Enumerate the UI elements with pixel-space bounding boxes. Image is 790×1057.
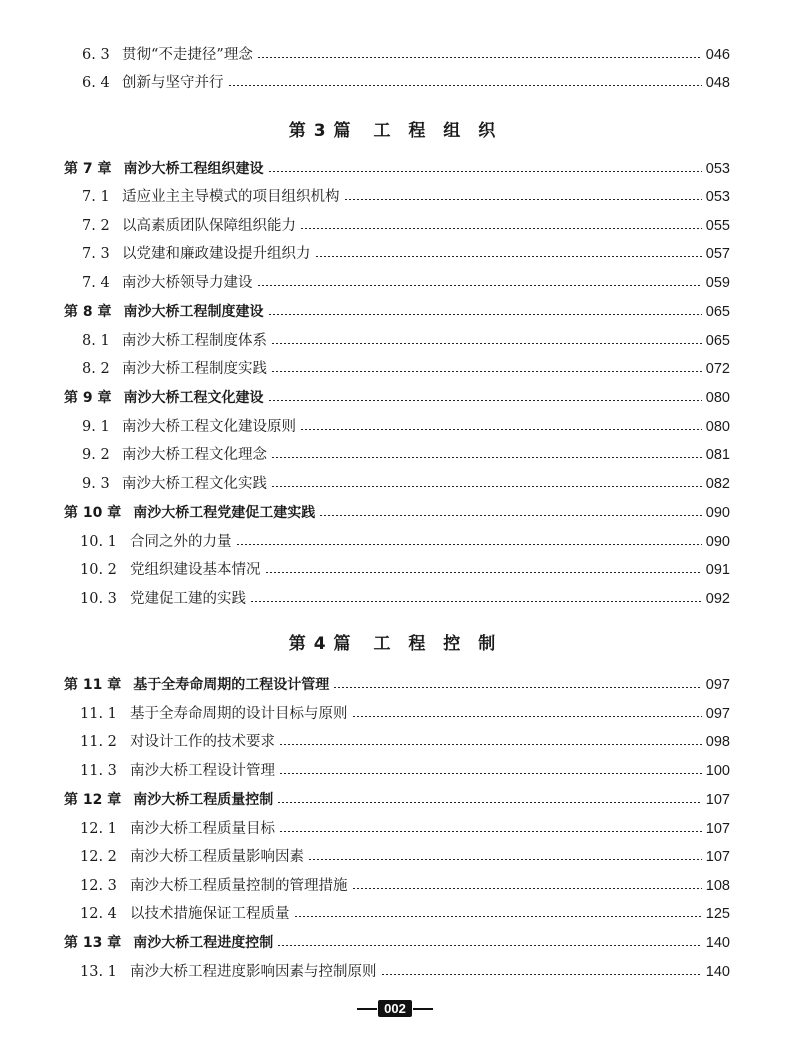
part-title: 工 程 组 织	[373, 121, 502, 141]
dot-leader	[279, 773, 702, 774]
section-number: 13. 1	[80, 964, 117, 980]
section-title: 党建促工建的实践	[130, 591, 246, 607]
toc-section-entry[interactable]	[0, 72, 790, 94]
page-reference: 125	[705, 906, 730, 922]
dot-leader	[279, 744, 702, 745]
toc-section-entry[interactable]	[0, 559, 790, 581]
section-title: 南沙大桥工程质量影响因素	[130, 849, 304, 865]
page-reference: 055	[705, 218, 730, 234]
chapter-title: 基于全寿命周期的工程设计管理	[133, 677, 330, 693]
toc-section-entry[interactable]	[0, 875, 790, 897]
dot-leader	[277, 945, 702, 946]
page-reference: 046	[705, 47, 730, 63]
toc-section-entry[interactable]	[0, 760, 790, 782]
toc-section-entry[interactable]	[0, 531, 790, 553]
section-title: 基于全寿命周期的设计目标与原则	[130, 706, 348, 722]
section-title: 南沙大桥工程质量目标	[130, 821, 275, 837]
toc-section-entry[interactable]	[0, 444, 790, 466]
page-number: 002	[378, 1000, 412, 1017]
footer-left-rule	[357, 1008, 377, 1010]
part-heading	[0, 629, 790, 654]
toc-section-entry[interactable]	[0, 358, 790, 380]
section-title: 以党建和廉政建设提升组织力	[122, 246, 311, 262]
section-number: 7. 3	[82, 246, 110, 262]
toc-chapter-entry[interactable]	[0, 502, 790, 524]
section-title: 南沙大桥工程质量控制的管理措施	[130, 878, 348, 894]
dot-leader	[228, 85, 702, 86]
dot-leader	[277, 802, 702, 803]
page-reference: 053	[705, 161, 730, 177]
page-reference: 107	[705, 849, 730, 865]
page-reference: 065	[705, 304, 730, 320]
page-reference: 082	[705, 476, 730, 492]
dot-leader	[319, 515, 702, 516]
toc-section-entry[interactable]	[0, 818, 790, 840]
page-reference: 048	[705, 75, 730, 91]
dot-leader	[271, 343, 702, 344]
dot-leader	[315, 256, 702, 257]
section-number: 11. 3	[80, 763, 117, 779]
section-title: 南沙大桥工程进度影响因素与控制原则	[130, 964, 377, 980]
chapter-title: 南沙大桥工程党建促工建实践	[133, 505, 316, 521]
section-number: 7. 2	[82, 218, 110, 234]
section-number: 12. 3	[80, 878, 117, 894]
chapter-number: 第 8 章	[64, 304, 112, 320]
toc-section-entry[interactable]	[0, 731, 790, 753]
chapter-title: 南沙大桥工程文化建设	[123, 390, 264, 406]
section-title: 南沙大桥领导力建设	[122, 275, 253, 291]
page-reference: 108	[705, 878, 730, 894]
section-number: 10. 2	[80, 562, 117, 578]
page-reference: 140	[705, 935, 730, 951]
toc-section-entry[interactable]	[0, 186, 790, 208]
toc-section-entry[interactable]	[0, 44, 790, 66]
section-number: 7. 4	[82, 275, 110, 291]
section-title: 南沙大桥工程制度实践	[122, 361, 267, 377]
section-number: 12. 2	[80, 849, 117, 865]
toc-section-entry[interactable]	[0, 846, 790, 868]
page-reference: 090	[705, 505, 730, 521]
page-reference: 081	[705, 447, 730, 463]
section-title: 适应业主主导模式的项目组织机构	[122, 189, 340, 205]
section-title: 南沙大桥工程文化理念	[122, 447, 267, 463]
page-reference: 080	[705, 419, 730, 435]
chapter-title: 南沙大桥工程制度建设	[123, 304, 264, 320]
section-title: 以技术措施保证工程质量	[130, 906, 290, 922]
dot-leader	[250, 601, 702, 602]
chapter-number: 第 12 章	[64, 792, 122, 808]
dot-leader	[268, 314, 702, 315]
dot-leader	[381, 974, 702, 975]
section-number: 6. 3	[82, 47, 110, 63]
section-number: 11. 2	[80, 734, 117, 750]
section-number: 9. 2	[82, 447, 110, 463]
dot-leader	[300, 429, 702, 430]
footer-right-rule	[413, 1008, 433, 1010]
dot-leader	[265, 572, 702, 573]
chapter-title: 南沙大桥工程组织建设	[123, 161, 264, 177]
toc-section-entry[interactable]	[0, 330, 790, 352]
page-reference: 053	[705, 189, 730, 205]
page-reference: 080	[705, 390, 730, 406]
toc-chapter-entry[interactable]	[0, 674, 790, 696]
toc-section-entry[interactable]	[0, 272, 790, 294]
section-number: 12. 1	[80, 821, 117, 837]
section-title: 合同之外的力量	[130, 534, 232, 550]
page-footer	[0, 1000, 790, 1017]
section-number: 8. 1	[82, 333, 110, 349]
page-reference: 098	[705, 734, 730, 750]
toc-section-entry[interactable]	[0, 416, 790, 438]
toc-section-entry[interactable]	[0, 903, 790, 925]
dot-leader	[257, 285, 702, 286]
toc-section-entry[interactable]	[0, 243, 790, 265]
dot-leader	[344, 199, 702, 200]
dot-leader	[352, 888, 702, 889]
section-number: 11. 1	[80, 706, 117, 722]
part-number: 第 4 篇	[288, 634, 352, 654]
section-title: 南沙大桥工程设计管理	[130, 763, 275, 779]
page-reference: 057	[705, 246, 730, 262]
dot-leader	[308, 859, 702, 860]
toc-section-entry[interactable]	[0, 703, 790, 725]
section-number: 8. 2	[82, 361, 110, 377]
section-number: 9. 1	[82, 419, 110, 435]
chapter-number: 第 7 章	[64, 161, 112, 177]
page-reference: 097	[705, 706, 730, 722]
section-number: 10. 3	[80, 591, 117, 607]
section-number: 10. 1	[80, 534, 117, 550]
section-title: 对设计工作的技术要求	[130, 734, 275, 750]
dot-leader	[300, 228, 702, 229]
dot-leader	[268, 171, 702, 172]
chapter-number: 第 10 章	[64, 505, 122, 521]
dot-leader	[268, 400, 702, 401]
section-title: 南沙大桥工程文化实践	[122, 476, 267, 492]
toc-section-entry[interactable]	[0, 215, 790, 237]
chapter-number: 第 9 章	[64, 390, 112, 406]
toc-chapter-entry[interactable]	[0, 158, 790, 180]
section-title: 南沙大桥工程制度体系	[122, 333, 267, 349]
section-number: 9. 3	[82, 476, 110, 492]
dot-leader	[333, 687, 702, 688]
toc-chapter-entry[interactable]	[0, 301, 790, 323]
toc-chapter-entry[interactable]	[0, 932, 790, 954]
page-reference: 072	[705, 361, 730, 377]
dot-leader	[294, 916, 702, 917]
page-reference: 107	[705, 792, 730, 808]
dot-leader	[236, 544, 702, 545]
page-reference: 065	[705, 333, 730, 349]
toc-section-entry[interactable]	[0, 961, 790, 983]
page-reference: 097	[705, 677, 730, 693]
section-number: 7. 1	[82, 189, 110, 205]
section-title: 创新与坚守并行	[122, 75, 224, 91]
page-reference: 092	[705, 591, 730, 607]
toc-chapter-entry[interactable]	[0, 387, 790, 409]
page-reference: 140	[705, 964, 730, 980]
part-heading	[0, 116, 790, 141]
page-reference: 091	[705, 562, 730, 578]
dot-leader	[257, 57, 702, 58]
part-number: 第 3 篇	[288, 121, 352, 141]
section-title: 以高素质团队保障组织能力	[122, 218, 296, 234]
part-title: 工 程 控 制	[373, 634, 502, 654]
page-reference: 090	[705, 534, 730, 550]
section-title: 党组织建设基本情况	[130, 562, 261, 578]
page-reference: 059	[705, 275, 730, 291]
chapter-title: 南沙大桥工程进度控制	[133, 935, 274, 951]
section-title: 南沙大桥工程文化建设原则	[122, 419, 296, 435]
dot-leader	[352, 716, 702, 717]
chapter-number: 第 11 章	[64, 677, 122, 693]
section-number: 6. 4	[82, 75, 110, 91]
dot-leader	[271, 457, 702, 458]
toc-section-entry[interactable]	[0, 473, 790, 495]
page-reference: 107	[705, 821, 730, 837]
toc-chapter-entry[interactable]	[0, 789, 790, 811]
dot-leader	[279, 831, 702, 832]
section-title: 贯彻“不走捷径”理念	[122, 47, 253, 63]
chapter-title: 南沙大桥工程质量控制	[133, 792, 274, 808]
dot-leader	[271, 486, 702, 487]
section-number: 12. 4	[80, 906, 117, 922]
chapter-number: 第 13 章	[64, 935, 122, 951]
toc-section-entry[interactable]	[0, 588, 790, 610]
page-reference: 100	[705, 763, 730, 779]
dot-leader	[271, 371, 702, 372]
